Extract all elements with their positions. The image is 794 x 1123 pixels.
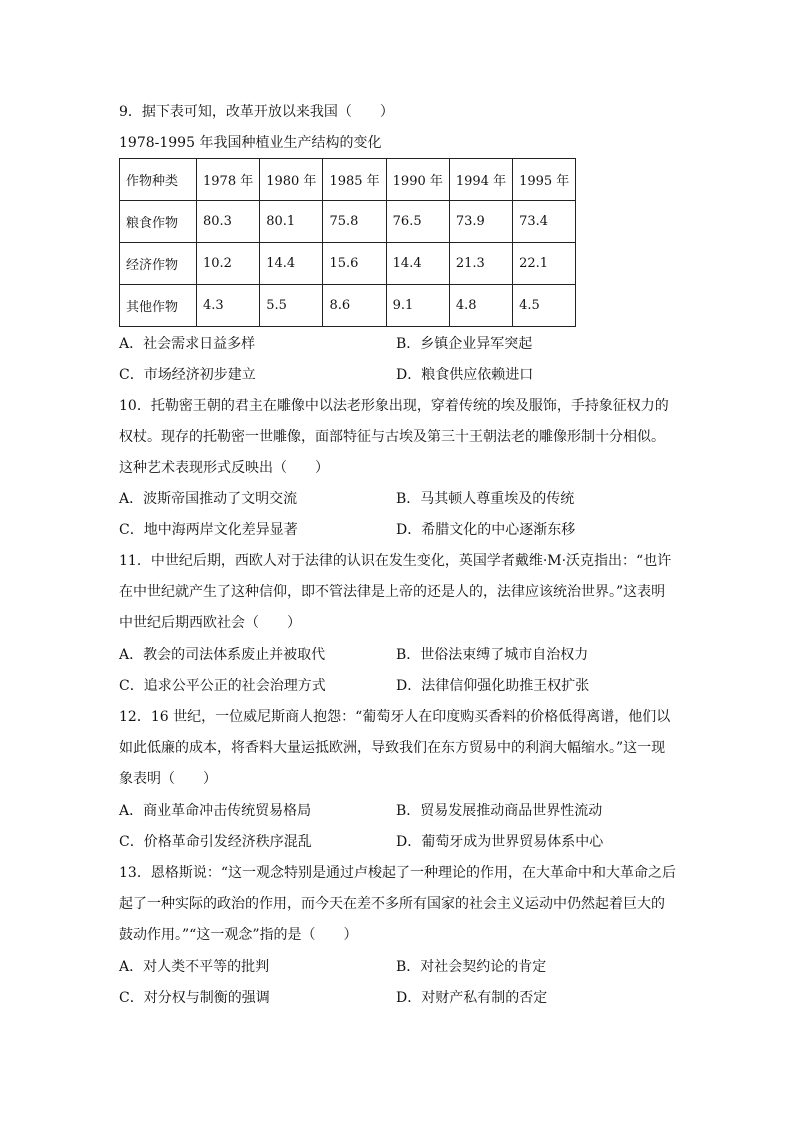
table-cell: 15.6 (323, 243, 386, 285)
q9-option-a[interactable]: A．社会需求日益多样 (119, 336, 256, 352)
q11-option-b[interactable]: B．世俗法束缚了城市自治权力 (396, 647, 589, 663)
q11-option-c[interactable]: C．追求公平公正的社会治理方式 (119, 678, 326, 694)
table-cell: 76.5 (386, 201, 449, 243)
table-cell: 5.5 (260, 285, 323, 327)
table-header-cell: 作物种类 (120, 159, 197, 201)
table-cell: 经济作物 (120, 243, 197, 285)
q9-option-b[interactable]: B．乡镇企业异军突起 (396, 336, 533, 352)
q10-stem-line: 权杖。现存的托勒密一世雕像，面部特征与古埃及第三十王朝法老的雕像形制十分相似。 (119, 429, 665, 445)
q10-option-d[interactable]: D．希腊文化的中心逐渐东移 (396, 522, 576, 538)
q12-stem-line: 12．16 世纪，一位威尼斯商人抱怨：“葡萄牙人在印度购买香料的价格低得离谱，他们以 (119, 709, 671, 725)
q12-option-c[interactable]: C．价格革命引发经济秩序混乱 (119, 834, 312, 850)
q10-option-b[interactable]: B．马其顿人尊重埃及的传统 (396, 491, 575, 507)
table-row (120, 285, 576, 327)
table-cell: 14.4 (260, 243, 323, 285)
q11-option-d[interactable]: D．法律信仰强化助推王权扩张 (396, 678, 590, 694)
table-header-cell: 1980 年 (260, 159, 323, 201)
q10-stem-line: 这种艺术表现形式反映出（ ） (119, 460, 329, 476)
table-cell: 14.4 (386, 243, 449, 285)
table-cell: 粮食作物 (120, 201, 197, 243)
q11-stem-line: 在中世纪就产生了这种信仰，即不管法律是上帝的还是人的，法律应该统治世界。”这表明 (119, 584, 666, 600)
q12-option-a[interactable]: A．商业革命冲击传统贸易格局 (119, 803, 312, 819)
table-cell: 75.8 (323, 201, 386, 243)
table-header-cell: 1994 年 (449, 159, 512, 201)
table-cell: 8.6 (323, 285, 386, 327)
q9-option-d[interactable]: D．粮食供应依赖进口 (396, 367, 534, 383)
table-cell: 80.1 (260, 201, 323, 243)
q9-data-table (119, 158, 576, 327)
q9-stem: 9．据下表可知，改革开放以来我国（ ） (119, 104, 394, 120)
q11-stem-line: 中世纪后期西欧社会（ ） (119, 615, 301, 631)
table-row (120, 201, 576, 243)
q12-option-d[interactable]: D．葡萄牙成为世界贸易体系中心 (396, 834, 604, 850)
q11-option-a[interactable]: A．教会的司法体系废止并被取代 (119, 647, 326, 663)
q12-stem-line: 如此低廉的成本，将香料大量运抵欧洲，导致我们在东方贸易中的利润大幅缩水。”这一现 (119, 740, 666, 756)
q10-stem-line: 10．托勒密王朝的君主在雕像中以法老形象出现，穿着传统的埃及服饰，手持象征权力的 (119, 398, 669, 414)
table-row (120, 243, 576, 285)
table-header-cell: 1985 年 (323, 159, 386, 201)
q9-option-c[interactable]: C．市场经济初步建立 (119, 367, 256, 383)
table-cell: 73.4 (513, 201, 576, 243)
q13-stem-line: 13．恩格斯说：“这一观念特别是通过卢梭起了一种理论的作用，在大革命中和大革命之后 (119, 865, 676, 881)
table-header-cell: 1995 年 (513, 159, 576, 201)
q13-option-d[interactable]: D．对财产私有制的否定 (396, 990, 548, 1006)
q13-option-b[interactable]: B．对社会契约论的肯定 (396, 959, 547, 975)
table-cell: 9.1 (386, 285, 449, 327)
q13-option-a[interactable]: A．对人类不平等的批判 (119, 959, 270, 975)
table-cell: 73.9 (449, 201, 512, 243)
q11-stem-line: 11．中世纪后期，西欧人对于法律的认识在发生变化，英国学者戴维·M·沃克指出：“也许 (119, 553, 672, 569)
q10-option-c[interactable]: C．地中海两岸文化差异显著 (119, 522, 298, 538)
q13-option-c[interactable]: C．对分权与制衡的强调 (119, 990, 270, 1006)
table-cell: 21.3 (449, 243, 512, 285)
q9-table-title: 1978-1995 年我国种植业生产结构的变化 (119, 135, 382, 151)
table-header-cell: 1990 年 (386, 159, 449, 201)
table-cell: 80.3 (197, 201, 260, 243)
q13-stem-line: 鼓动作用。”“这一观念”指的是（ ） (119, 927, 358, 943)
table-cell: 10.2 (197, 243, 260, 285)
table-cell: 4.3 (197, 285, 260, 327)
table-cell: 22.1 (513, 243, 576, 285)
table-header-cell: 1978 年 (197, 159, 260, 201)
table-cell: 其他作物 (120, 285, 197, 327)
q10-option-a[interactable]: A．波斯帝国推动了文明交流 (119, 491, 298, 507)
table-cell: 4.5 (513, 285, 576, 327)
table-header-row (120, 159, 576, 201)
q13-stem-line: 起了一种实际的政治的作用，而今天在差不多所有国家的社会主义运动中仍然起着巨大的 (119, 896, 665, 912)
q12-stem-line: 象表明（ ） (119, 771, 217, 787)
table-cell: 4.8 (449, 285, 512, 327)
q12-option-b[interactable]: B．贸易发展推动商品世界性流动 (396, 803, 603, 819)
